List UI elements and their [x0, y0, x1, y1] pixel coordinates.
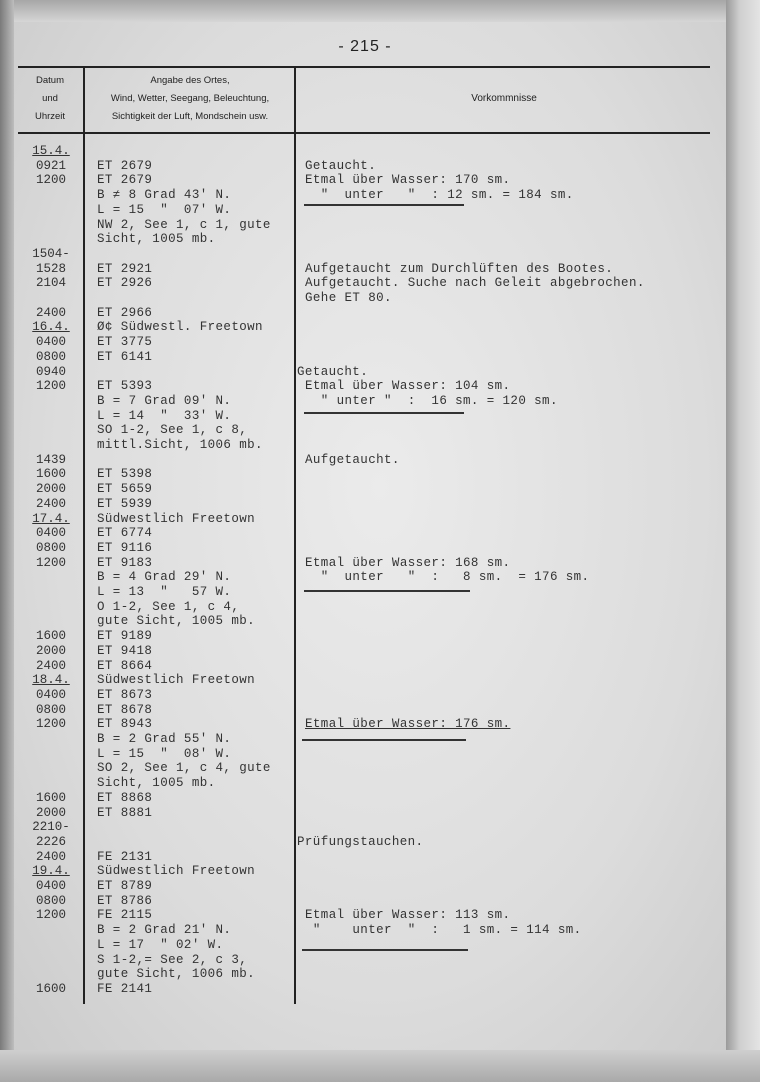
log-time: 0400	[35, 687, 66, 702]
log-place: ET 8881	[97, 805, 153, 820]
log-place: ET 8789	[97, 879, 153, 893]
log-place: SO 1-2, See 1, c 8,	[97, 423, 248, 438]
log-place: O 1-2, See 1, c 4,	[97, 599, 240, 614]
log-time: 1200	[35, 379, 66, 394]
log-time: 0921	[35, 158, 66, 173]
log-place: ET 2926	[97, 276, 153, 291]
log-event: " unter " : 16 sm. = 120 sm.	[305, 393, 558, 408]
page-bottom-edge	[0, 1050, 760, 1082]
log-place: ET 5659	[97, 482, 153, 497]
underline-stroke	[304, 412, 464, 414]
log-place: S 1-2,= See 2, c 3,	[97, 952, 248, 967]
log-event: Etmal über Wasser: 168 sm.	[305, 555, 511, 570]
log-time: 0800	[35, 893, 66, 908]
log-place: ET 8664	[97, 658, 153, 673]
log-place: ET 9418	[97, 643, 153, 658]
log-time: 2210-	[32, 820, 70, 835]
log-place: ET 5393	[97, 379, 153, 394]
log-time: 1600	[35, 467, 66, 482]
underline-stroke	[304, 590, 470, 592]
log-time: 17.4.	[32, 511, 70, 526]
header-top-rule	[18, 66, 710, 68]
log-place: ET 5939	[97, 496, 153, 511]
log-time: 2104	[35, 276, 66, 291]
log-time: 2400	[35, 496, 66, 511]
log-time: 0940	[35, 364, 66, 379]
log-place: ET 6141	[97, 349, 153, 364]
page-right-edge	[726, 0, 760, 1082]
log-place: ET 8678	[97, 702, 153, 717]
log-time: 2400	[35, 849, 66, 864]
log-place: L = 14 " 33' W.	[97, 408, 232, 423]
underline-stroke	[302, 949, 468, 951]
log-event: Prüfungstauchen.	[297, 834, 424, 849]
log-place: Südwestlich Freetown	[97, 673, 256, 688]
log-place: B = 7 Grad 09' N.	[97, 393, 232, 408]
log-place: ET 2921	[97, 261, 153, 276]
log-place: Sicht, 1005 mb.	[97, 776, 216, 791]
underline-stroke	[302, 739, 466, 741]
header-bottom-rule	[18, 132, 710, 134]
log-time: 2400	[35, 305, 66, 320]
log-time: 0400	[35, 335, 66, 350]
log-place: L = 15 " 08' W.	[97, 746, 232, 761]
log-time: 0800	[35, 702, 66, 717]
header-place-line: Wind, Wetter, Seegang, Beleuchtung,	[110, 93, 270, 104]
log-place: ET 2966	[97, 305, 153, 320]
log-time: 0400	[35, 879, 66, 893]
log-place: ET 9183	[97, 555, 153, 570]
log-event: Getaucht.	[305, 158, 377, 173]
log-place: mittl.Sicht, 1006 mb.	[97, 438, 263, 452]
log-place: L = 17 " 02' W.	[97, 937, 224, 952]
log-place: B = 2 Grad 21' N.	[97, 923, 232, 938]
log-event: Etmal über Wasser: 170 sm.	[305, 173, 511, 188]
log-time: 1200	[35, 717, 66, 732]
log-place: B = 4 Grad 29' N.	[97, 570, 232, 585]
log-time: 18.4.	[32, 673, 70, 688]
log-time: 2000	[35, 643, 66, 658]
log-place: gute Sicht, 1005 mb.	[97, 614, 256, 629]
log-event: Getaucht.	[297, 364, 369, 379]
log-place: ET 8673	[97, 687, 153, 702]
log-place: NW 2, See 1, c 1, gute	[97, 217, 271, 232]
header-date-column	[18, 72, 82, 126]
header-date-line: und	[42, 93, 58, 104]
header-events-column: Vorkommnisse	[471, 93, 537, 104]
log-place: Südwestlich Freetown	[97, 511, 256, 526]
log-time: 1528	[35, 261, 66, 276]
log-place: B ≠ 8 Grad 43' N.	[97, 188, 232, 203]
log-time: 19.4.	[32, 864, 70, 879]
log-time: 1200	[35, 908, 66, 923]
log-time: 2000	[35, 482, 66, 497]
log-place: B = 2 Grad 55' N.	[97, 732, 232, 746]
log-place: ET 8868	[97, 790, 153, 805]
log-place: ET 5398	[97, 467, 153, 482]
log-event: Aufgetaucht zum Durchlüften des Bootes.	[305, 261, 614, 276]
log-place: ET 9189	[97, 629, 153, 644]
log-time: 1504-	[32, 246, 70, 261]
header-place-line: Sichtigkeit der Luft, Mondschein usw.	[111, 111, 269, 122]
log-place: Südwestlich Freetown	[97, 864, 256, 879]
log-event: Etmal über Wasser: 176 sm.	[305, 717, 511, 732]
column-divider-place	[294, 66, 296, 1004]
log-place: ET 6774	[97, 526, 153, 541]
log-time: 0800	[35, 540, 66, 555]
log-place: SO 2, See 1, c 4, gute	[97, 761, 271, 776]
header-place-line: Angabe des Ortes,	[150, 75, 230, 86]
header-place-column	[86, 72, 294, 126]
log-place: L = 15 " 07' W.	[97, 202, 232, 217]
log-time: 2400	[35, 658, 66, 673]
log-time: 2000	[35, 805, 66, 820]
log-event: Aufgetaucht.	[305, 452, 400, 467]
log-place: ET 2679	[97, 173, 153, 188]
page-left-edge	[0, 0, 14, 1082]
log-event: Etmal über Wasser: 104 sm.	[305, 379, 511, 394]
log-place: FE 2141	[97, 981, 153, 996]
log-place: ET 8943	[97, 717, 153, 732]
log-time: 0800	[35, 349, 66, 364]
log-event: " unter " : 12 sm. = 184 sm.	[305, 188, 574, 203]
underline-stroke	[304, 204, 464, 206]
log-time: 1200	[35, 555, 66, 570]
log-event: Aufgetaucht. Suche nach Geleit abgebrochen.	[305, 276, 645, 291]
log-time: 1200	[35, 173, 66, 188]
log-place: gute Sicht, 1006 mb.	[97, 967, 256, 982]
log-time: 1600	[35, 790, 66, 805]
log-place: Ø¢ Südwestl. Freetown	[97, 320, 263, 335]
column-divider-date	[83, 66, 85, 1004]
log-place: L = 13 " 57 W.	[97, 585, 232, 599]
log-event: Gehe ET 80.	[305, 291, 392, 305]
log-time: 1439	[35, 452, 66, 467]
log-time: 1600	[35, 629, 66, 644]
log-place: ET 8786	[97, 893, 153, 908]
log-place: FE 2131	[97, 849, 153, 864]
log-event: " unter " : 1 sm. = 114 sm.	[305, 923, 582, 938]
log-place: ET 2679	[97, 158, 153, 173]
page-top-edge	[0, 0, 760, 22]
log-time: 0400	[35, 526, 66, 541]
log-time: 1600	[35, 981, 66, 996]
log-place: ET 3775	[97, 335, 153, 350]
log-place: ET 9116	[97, 540, 153, 555]
header-date-line: Uhrzeit	[34, 111, 66, 122]
log-place: Sicht, 1005 mb.	[97, 232, 216, 247]
log-time: 2226	[35, 834, 66, 849]
log-place: FE 2115	[97, 908, 153, 923]
log-event: " unter " : 8 sm. = 176 sm.	[305, 570, 590, 585]
log-time: 15.4.	[32, 144, 70, 158]
page-number: - 215 -	[338, 38, 392, 55]
header-date-line: Datum	[36, 75, 64, 86]
log-time: 16.4.	[32, 320, 70, 335]
log-event: Etmal über Wasser: 113 sm.	[305, 908, 511, 923]
